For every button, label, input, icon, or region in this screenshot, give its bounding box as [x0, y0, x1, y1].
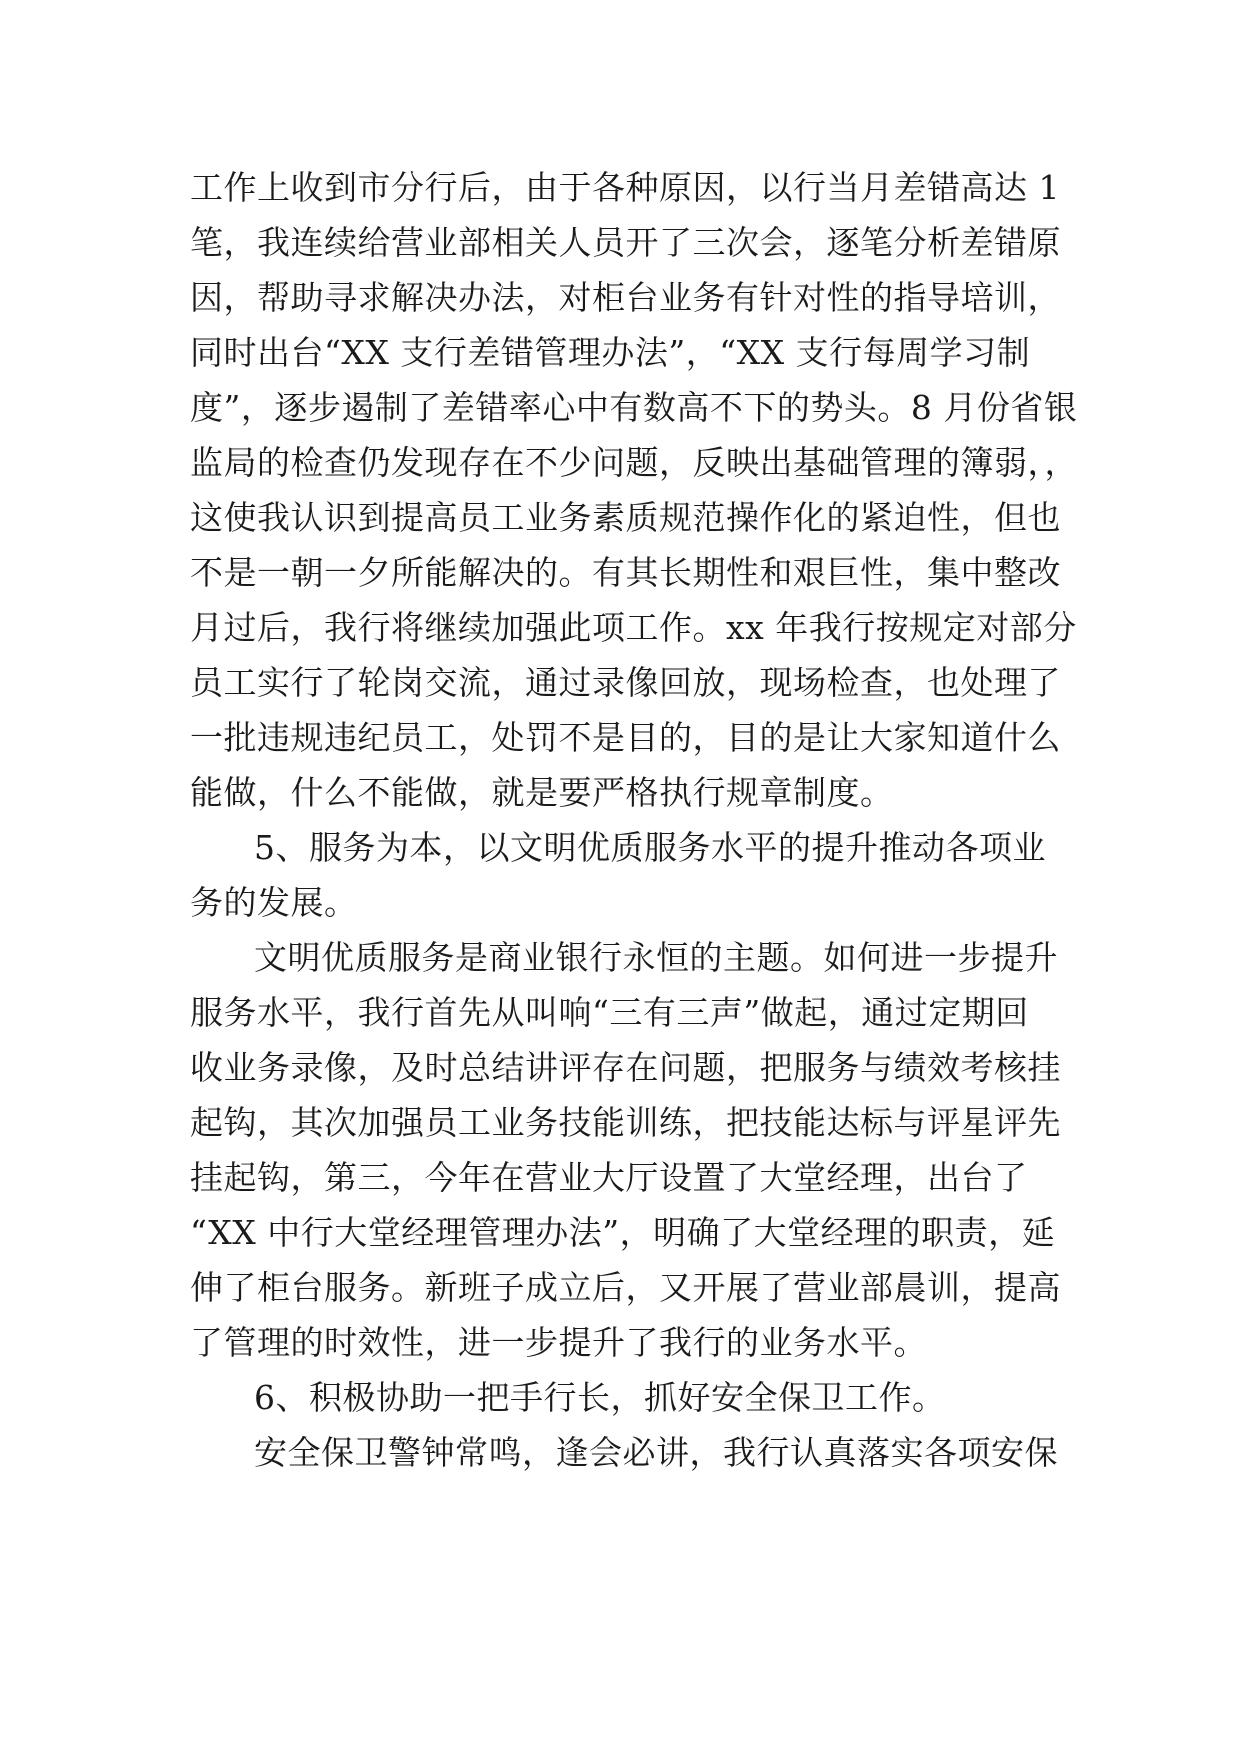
text-line: 一批违规违纪员工，处罚不是目的，目的是让大家知道什么 — [190, 718, 1061, 757]
text-line: 务的发展。 — [190, 883, 358, 922]
text-line: 6、积极协助一把手行长，抓好安全保卫工作。 — [254, 1378, 946, 1417]
text-line: 度”，逐步遏制了差错率心中有数高不下的势头。8 月份省银 — [190, 388, 1078, 427]
text-line: 员工实行了轮岗交流，通过录像回放，现场检查，也处理了 — [190, 663, 1061, 702]
text-line: 同时出台“XX 支行差错管理办法”，“XX 支行每周学习制 — [190, 333, 1031, 372]
text-line: 月过后，我行将继续加强此项工作。xx 年我行按规定对部分 — [190, 608, 1077, 647]
text-line: 笔，我连续给营业部相关人员开了三次会，逐笔分析差错原 — [190, 223, 1061, 262]
text-line: 工作上收到市分行后，由于各种原因，以行当月差错高达 1 — [190, 168, 1060, 207]
paragraph — [190, 930, 1061, 1370]
text-line: 不是一朝一夕所能解决的。有其长期性和艰巨性，集中整改 — [190, 553, 1061, 592]
paragraph — [190, 160, 1078, 820]
text-line: 挂起钩，第三，今年在营业大厅设置了大堂经理，出台了 — [190, 1158, 1028, 1197]
document-body — [190, 160, 1078, 1480]
text-line: 因，帮助寻求解决办法，对柜台业务有针对性的指导培训， — [190, 278, 1061, 317]
text-line: 服务水平，我行首先从叫响“三有三声”做起，通过定期回 — [190, 993, 1029, 1032]
text-line: 这使我认识到提高员工业务素质规范操作化的紧迫性，但也 — [190, 498, 1061, 537]
text-line: 安全保卫警钟常鸣，逢会必讲，我行认真落实各项安保 — [254, 1433, 1058, 1472]
text-line: “XX 中行大堂经理管理办法”，明确了大堂经理的职责，延 — [190, 1213, 1056, 1252]
paragraph — [190, 1425, 1058, 1480]
text-line: 收业务录像，及时总结讲评存在问题，把服务与绩效考核挂 — [190, 1048, 1061, 1087]
text-line: 起钩，其次加强员工业务技能训练，把技能达标与评星评先 — [190, 1103, 1061, 1142]
text-line: 伸了柜台服务。新班子成立后，又开展了营业部晨训，提高 — [190, 1268, 1061, 1307]
text-line: 5、服务为本，以文明优质服务水平的提升推动各项业 — [254, 828, 1046, 867]
text-line: 能做，什么不能做，就是要严格执行规章制度。 — [190, 773, 894, 812]
text-line: 了管理的时效性，进一步提升了我行的业务水平。 — [190, 1323, 927, 1362]
paragraph — [190, 820, 1050, 930]
text-line: 文明优质服务是商业银行永恒的主题。如何进一步提升 — [254, 938, 1058, 977]
text-line: 监局的检查仍发现存在不少问题，反映出基础管理的簿弱，， — [190, 443, 1078, 482]
paragraph — [190, 1370, 1050, 1425]
